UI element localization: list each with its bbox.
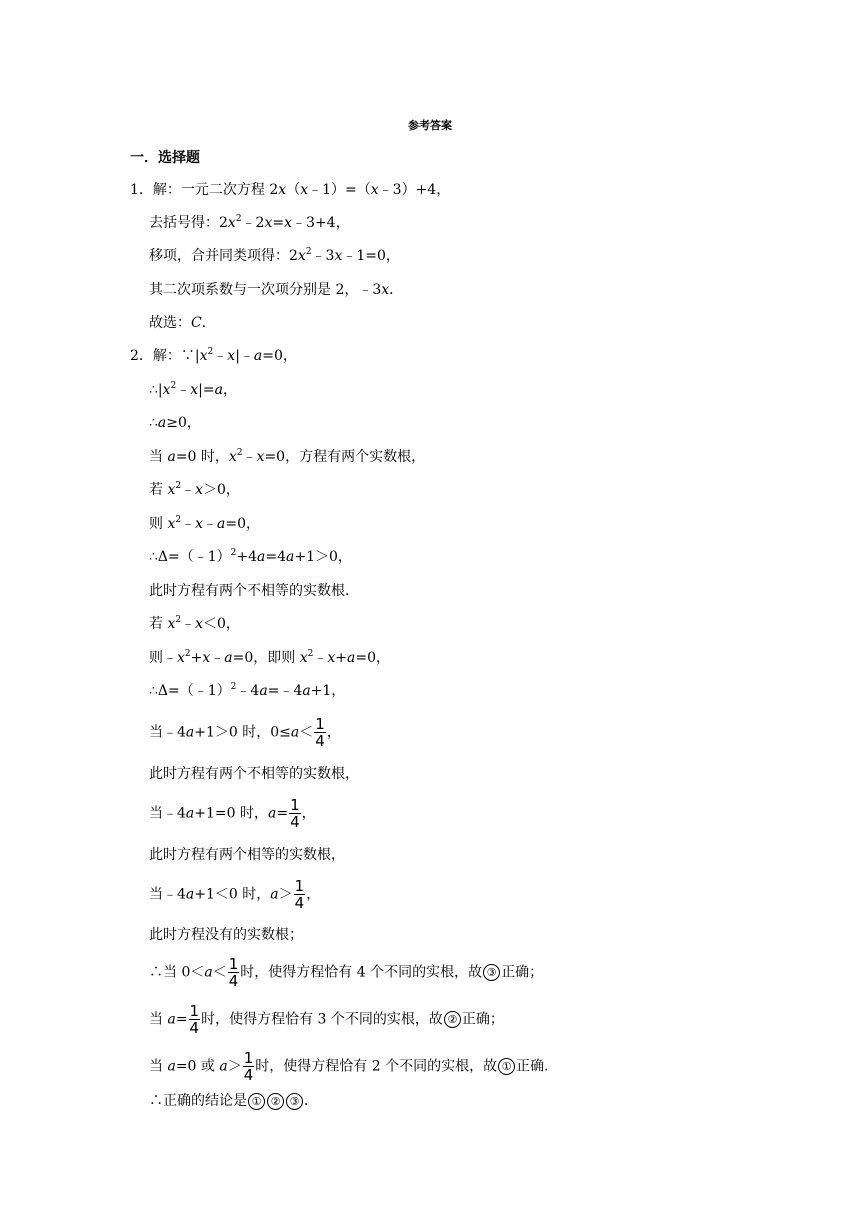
fraction: $\frac{1}{4}$ <box>189 1002 200 1037</box>
q1-line-5: 故选：C． <box>149 315 216 331</box>
q2-line-9: 若 $x^2﹣x<0$， <box>149 615 240 632</box>
q2-lead: 解：∵ <box>152 348 195 364</box>
circled-1: ① <box>248 1093 265 1110</box>
fraction: $\frac{1}{4}$ <box>315 715 325 750</box>
q2-line-15: 此时方程有两个相等的实数根， <box>149 847 345 863</box>
q2-line-19: 当 a= $\frac{1}{4}$ 时，使得方程恰有 3 个不同的实根，故 ② 正确； <box>149 1002 504 1037</box>
section-heading: 一．选择题 <box>130 150 200 166</box>
q2-line-6: 则 $x^2﹣x﹣a=0$， <box>149 515 260 532</box>
q1-line-1: 1．解：一元二次方程 2x（x﹣1）=（x﹣3）+4， <box>130 182 451 198</box>
fraction: $\frac{1}{4}$ <box>243 1049 254 1084</box>
q2-line-2: $\therefore|x^2﹣x|=a$， <box>149 381 237 398</box>
q1-line-4: 其二次项系数与一次项分别是 2，﹣3x． <box>149 282 404 298</box>
q1-line-3: 移项，合并同类项得：$2x^2﹣3x﹣1=0$， <box>149 247 400 264</box>
circled-3: ③ <box>286 1093 303 1110</box>
q2-line-17: 此时方程没有的实数根； <box>149 927 303 943</box>
circled-2: ② <box>444 1011 461 1028</box>
q2-line-12: 当﹣4a+1＞0 时，0≤a＜ $\frac{1}{4}$ ， <box>149 715 341 750</box>
q2-line-20: 当 a=0 或 a＞ $\frac{1}{4}$ 时，使得方程恰有 2 个不同的实根，故 ① 正确． <box>149 1049 559 1084</box>
q1-number: 1． <box>130 182 153 198</box>
circled-3: ③ <box>483 964 500 981</box>
q1-step-label: 移项，合并同类项得： <box>149 248 289 264</box>
q2-line-11: ∴Δ=（﹣1）$^2$﹣4a=﹣4a+1， <box>149 682 346 699</box>
fraction: $\frac{1}{4}$ <box>290 796 300 831</box>
circled-1: ① <box>498 1058 515 1075</box>
q2-line-5: 若 $x^2﹣x>0$， <box>149 481 240 498</box>
q2-line-18: ∴当 0＜a＜ $\frac{1}{4}$ 时，使得方程恰有 4 个不同的实根，故 ③ 正确； <box>149 955 544 990</box>
q1-line-2: 去括号得：$2x^2﹣2x=x﹣3+4$， <box>149 214 350 231</box>
q2-line-1: 2．解：$\because|x^2﹣x|﹣a=0$， <box>130 347 297 364</box>
q2-line-10: 则$﹣x^2+x﹣a=0$，即则 $x^2﹣x+a=0$， <box>149 649 391 666</box>
fraction: $\frac{1}{4}$ <box>294 877 305 912</box>
q2-line-16: 当﹣4a+1＜0 时，a＞ $\frac{1}{4}$ ， <box>149 877 321 912</box>
fraction: $\frac{1}{4}$ <box>228 955 239 990</box>
q1-step-label: 去括号得： <box>149 215 219 231</box>
circled-2: ② <box>267 1093 284 1110</box>
q2-line-7: ∴Δ=（﹣1）$^2$+4a=4a+1＞0， <box>149 548 352 565</box>
q2-number: 2． <box>130 348 153 364</box>
q2-line-14: 当﹣4a+1=0 时，a= $\frac{1}{4}$ ， <box>149 796 316 831</box>
page-title: 参考答案 <box>408 119 452 132</box>
q1-lead: 解：一元二次方程 <box>152 182 270 198</box>
q2-line-13: 此时方程有两个不相等的实数根， <box>149 766 359 782</box>
q2-line-4: 当 a=0 时，$x^2﹣x=0$，方程有两个实数根， <box>149 448 426 465</box>
q2-line-3: ∴a≥0， <box>149 415 201 431</box>
q2-final-line: ∴正确的结论是 ① ② ③ ． <box>149 1093 318 1109</box>
q2-line-8: 此时方程有两个不相等的实数根． <box>149 583 359 599</box>
